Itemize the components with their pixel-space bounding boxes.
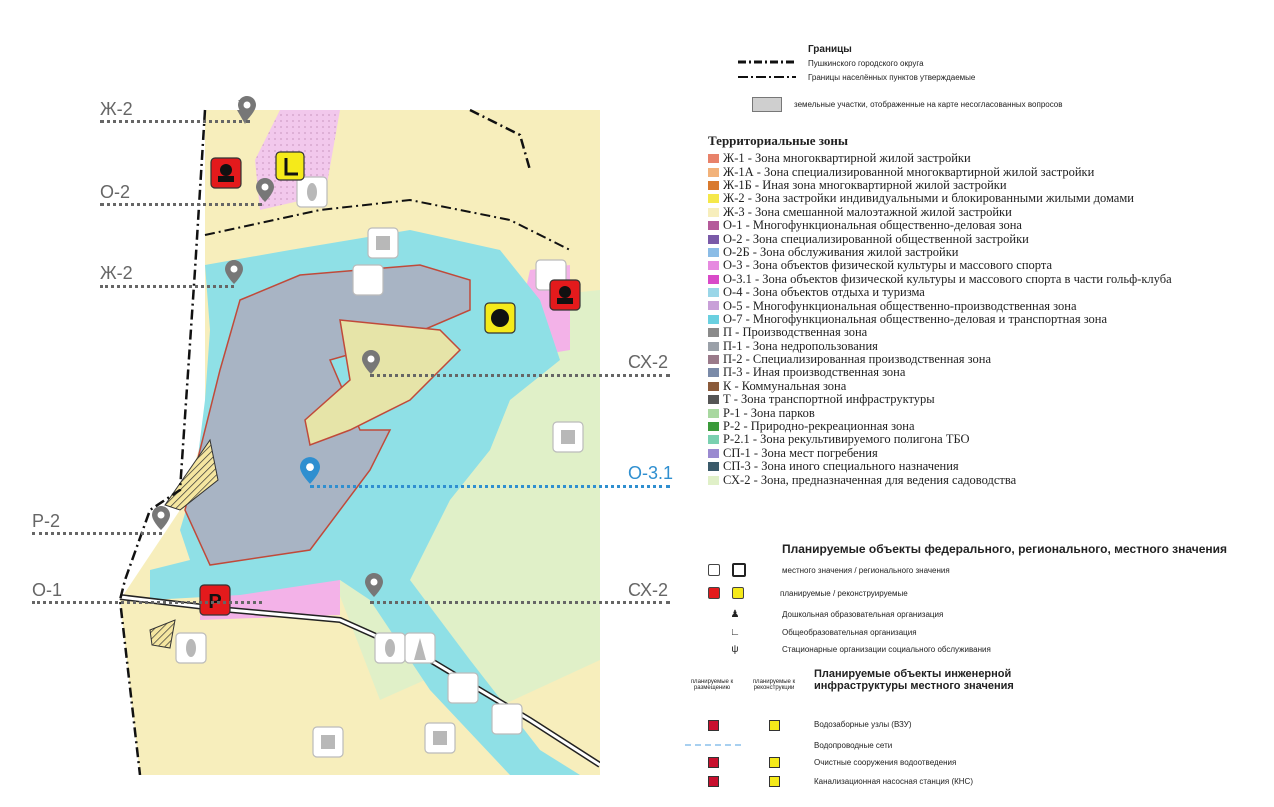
zone-label: О-7 - Многофункциональная общественно-деловая и транспортная зона (723, 311, 1108, 326)
zone-label: П-1 - Зона недропользования (723, 338, 878, 353)
legend-row-planned (708, 587, 908, 599)
sewage-pump-reconstruct-icon (769, 776, 780, 787)
planned-school-icon[interactable] (276, 152, 304, 180)
callout-o1: О-1 (32, 580, 63, 600)
legend-zone-item (708, 299, 1172, 312)
legend-zone-item (708, 259, 1172, 272)
legend-water-intake: Водозаборные узлы (ВЗУ) (814, 720, 912, 729)
zone-color-swatch (708, 261, 719, 270)
legend-zone-item (708, 393, 1172, 406)
zone-label: О-2Б - Зона обслуживания жилой застройки (723, 244, 959, 259)
callout-r2: Р-2 (32, 511, 61, 531)
planned-water-intake-icon[interactable] (485, 303, 515, 333)
water-intake-place-icon (708, 720, 719, 731)
legend-row-local-regional (708, 563, 950, 577)
zone-label: Т - Зона транспортной инфраструктуры (723, 392, 935, 407)
zone-color-swatch (708, 342, 719, 351)
zone-color-swatch (708, 235, 719, 244)
zone-label: О-2 - Зона специализированной общественной застройки (723, 231, 1029, 246)
zone-color-swatch (708, 221, 719, 230)
water-network-line (685, 744, 741, 746)
leader-line (100, 203, 262, 206)
legend-zone-item (708, 273, 1172, 286)
zone-label: Ж-2 - Зона застройки индивидуальными и блокированными жилыми домами (723, 191, 1134, 206)
zone-color-swatch (708, 315, 719, 324)
map-pin-icon[interactable] (238, 96, 256, 120)
legend-row-social (728, 644, 991, 655)
legend-settlement-border: Границы населённых пунктов утверждаемые (808, 73, 976, 82)
zone-color-swatch (708, 328, 719, 337)
school-icon: ∟ (730, 627, 740, 638)
zone-color-swatch (708, 435, 719, 444)
callout-sx2-bottom: СХ-2 (628, 580, 668, 600)
map-pin-icon[interactable] (225, 260, 243, 284)
legend-row-school (728, 627, 917, 638)
legend-zone-item (708, 366, 1172, 379)
sewage-pump-place-icon (708, 776, 719, 787)
legend-zone-item (708, 179, 1172, 192)
zone-color-swatch (708, 154, 719, 163)
zone-label: Р-1 - Зона парков (723, 405, 815, 420)
planned-social-icon-2[interactable] (550, 280, 580, 310)
zone-label: О-1 - Многофункциональная общественно-деловая зона (723, 218, 1022, 233)
district-border-swatch (738, 59, 796, 65)
map-pin-icon[interactable] (152, 506, 170, 530)
legend-zone-item (708, 447, 1172, 460)
local-object-swatch (708, 564, 720, 576)
legend-zone-item (708, 246, 1172, 259)
zoning-map[interactable] (110, 100, 600, 775)
zone-label: Р-2 - Природно-рекреационная зона (723, 419, 915, 434)
zone-label: СХ-2 - Зона, предназначенная для ведения садоводства (723, 472, 1017, 487)
leader-line (32, 532, 162, 535)
legend-zone-item (708, 473, 1172, 486)
legend-zone-item (708, 286, 1172, 299)
legend-zone-item (708, 206, 1172, 219)
callout-sx2-top: СХ-2 (628, 352, 668, 372)
zone-label: О-3.1 - Зона объектов физической культуры и массового спорта в части гольф-клуба (723, 271, 1172, 286)
zone-label: Ж-1 - Зона многоквартирной жилой застройки (723, 151, 971, 166)
water-intake-reconstruct-icon (769, 720, 780, 731)
legend-local-regional-label: местного значения / регионального значения (782, 565, 950, 575)
callout-zh2-top: Ж-2 (100, 99, 133, 119)
legend-zone-item (708, 406, 1172, 419)
legend-col-reconstruct: планируемые к реконструкции (752, 679, 796, 691)
legend-zone-item (708, 460, 1172, 473)
preschool-icon: ♟ (730, 609, 740, 620)
legend-zone-item (708, 152, 1172, 165)
legend-school-label: Общеобразовательная организация (782, 628, 917, 637)
zone-label: П-3 - Иная производственная зона (723, 365, 906, 380)
zone-color-swatch (708, 208, 719, 217)
callout-zh2-mid: Ж-2 (100, 263, 133, 283)
zone-color-swatch (708, 181, 719, 190)
legend-district-border: Пушкинского городского округа (808, 59, 924, 68)
legend-borders-title: Границы (808, 44, 852, 55)
legend-social-label: Стационарные организации социального обслуживания (782, 645, 991, 654)
zone-color-swatch (708, 409, 719, 418)
legend-zone-item (708, 353, 1172, 366)
zone-label: Р-2.1 - Зона рекультивируемого полигона ТБО (723, 432, 970, 447)
zone-color-swatch (708, 168, 719, 177)
parking-icon[interactable] (200, 585, 230, 615)
social-care-icon: ψ (731, 644, 739, 655)
zone-color-swatch (708, 368, 719, 377)
planned-red-swatch (708, 587, 720, 599)
zone-color-swatch (708, 449, 719, 458)
zone-label: П-2 - Специализированная производственная зона (723, 352, 992, 367)
treatment-place-icon (708, 757, 719, 768)
zone-label: Ж-3 - Зона смешанной малоэтажной жилой застройки (723, 204, 1012, 219)
leader-line (100, 285, 234, 288)
legend-sewage-pump: Канализационная насосная станция (КНС) (814, 777, 973, 786)
legend-zone-item (708, 433, 1172, 446)
legend-zone-item (708, 326, 1172, 339)
legend-zone-item (708, 380, 1172, 393)
planned-social-icon[interactable] (211, 158, 241, 188)
legend-zone-item (708, 219, 1172, 232)
zone-label: О-5 - Многофункциональная общественно-производственная зона (723, 298, 1077, 313)
legend-water-network: Водопроводные сети (814, 741, 893, 750)
leader-line-blue (310, 485, 670, 488)
legend-engineering-title: Планируемые объекты инженерной инфраструктуры местного значения (814, 668, 1014, 692)
zone-color-swatch (708, 382, 719, 391)
zone-color-swatch (708, 462, 719, 471)
zone-label: СП-1 - Зона мест погребения (723, 445, 878, 460)
leader-line (32, 601, 262, 604)
local-object-square (353, 265, 383, 295)
callout-o2: О-2 (100, 182, 131, 202)
map-pin-icon[interactable] (256, 178, 274, 202)
zone-label: Ж-1А - Зона специализированной многоквартирной жилой застройки (723, 164, 1095, 179)
zone-color-swatch (708, 248, 719, 257)
leader-line (370, 601, 670, 604)
leader-line (370, 374, 670, 377)
zone-label: О-3 - Зона объектов физической культуры и массового спорта (723, 258, 1053, 273)
map-pin-icon-blue[interactable] (300, 457, 320, 484)
zone-label: П - Производственная зона (723, 325, 868, 340)
legend-planned-label: планируемые / реконструируемые (780, 588, 908, 598)
legend-zone-item (708, 420, 1172, 433)
legend-zone-item (708, 192, 1172, 205)
legend-zone-item (708, 339, 1172, 352)
legend-treatment: Очистные сооружения водоотведения (814, 758, 957, 767)
legend-territorial-zones-list (708, 152, 1172, 487)
legend-zone-item (708, 165, 1172, 178)
treatment-reconstruct-icon (769, 757, 780, 768)
zone-color-swatch (708, 194, 719, 203)
disputed-parcel-swatch (752, 97, 782, 112)
map-pin-icon[interactable] (365, 573, 383, 597)
parking-letter: P (208, 591, 222, 613)
callout-o3-1: О-3.1 (628, 463, 674, 483)
legend-preschool-label: Дошкольная образовательная организация (782, 610, 944, 619)
legend-disputed-parcels: земельные участки, отображенные на карте несогласованных вопросов (794, 100, 1063, 109)
legend-planned-objects-title: Планируемые объекты федерального, регионального, местного значения (782, 542, 1228, 556)
zone-color-swatch (708, 355, 719, 364)
zone-label: К - Коммунальная зона (723, 378, 847, 393)
zone-color-swatch (708, 288, 719, 297)
leader-line (100, 120, 250, 123)
zone-label: О-4 - Зона объектов отдыха и туризма (723, 285, 925, 300)
legend-row-preschool (728, 609, 943, 620)
local-object-square (448, 673, 478, 703)
map-pin-icon[interactable] (362, 350, 380, 374)
legend-territorial-zones-title: Территориальные зоны (708, 133, 849, 148)
zone-label: СП-3 - Зона иного специального назначения (723, 459, 959, 474)
zone-color-swatch (708, 395, 719, 404)
settlement-border-swatch (738, 74, 796, 80)
zone-color-swatch (708, 476, 719, 485)
zone-color-swatch (708, 422, 719, 431)
zone-color-swatch (708, 275, 719, 284)
legend-zone-item (708, 313, 1172, 326)
legend-zone-item (708, 232, 1172, 245)
legend-col-place: планируемые к размещению (690, 679, 734, 691)
local-object-square (492, 704, 522, 734)
zone-color-swatch (708, 301, 719, 310)
zone-label: Ж-1Б - Иная зона многоквартирной жилой застройки (723, 177, 1007, 192)
regional-object-swatch (732, 563, 746, 577)
planned-yellow-swatch (732, 587, 744, 599)
